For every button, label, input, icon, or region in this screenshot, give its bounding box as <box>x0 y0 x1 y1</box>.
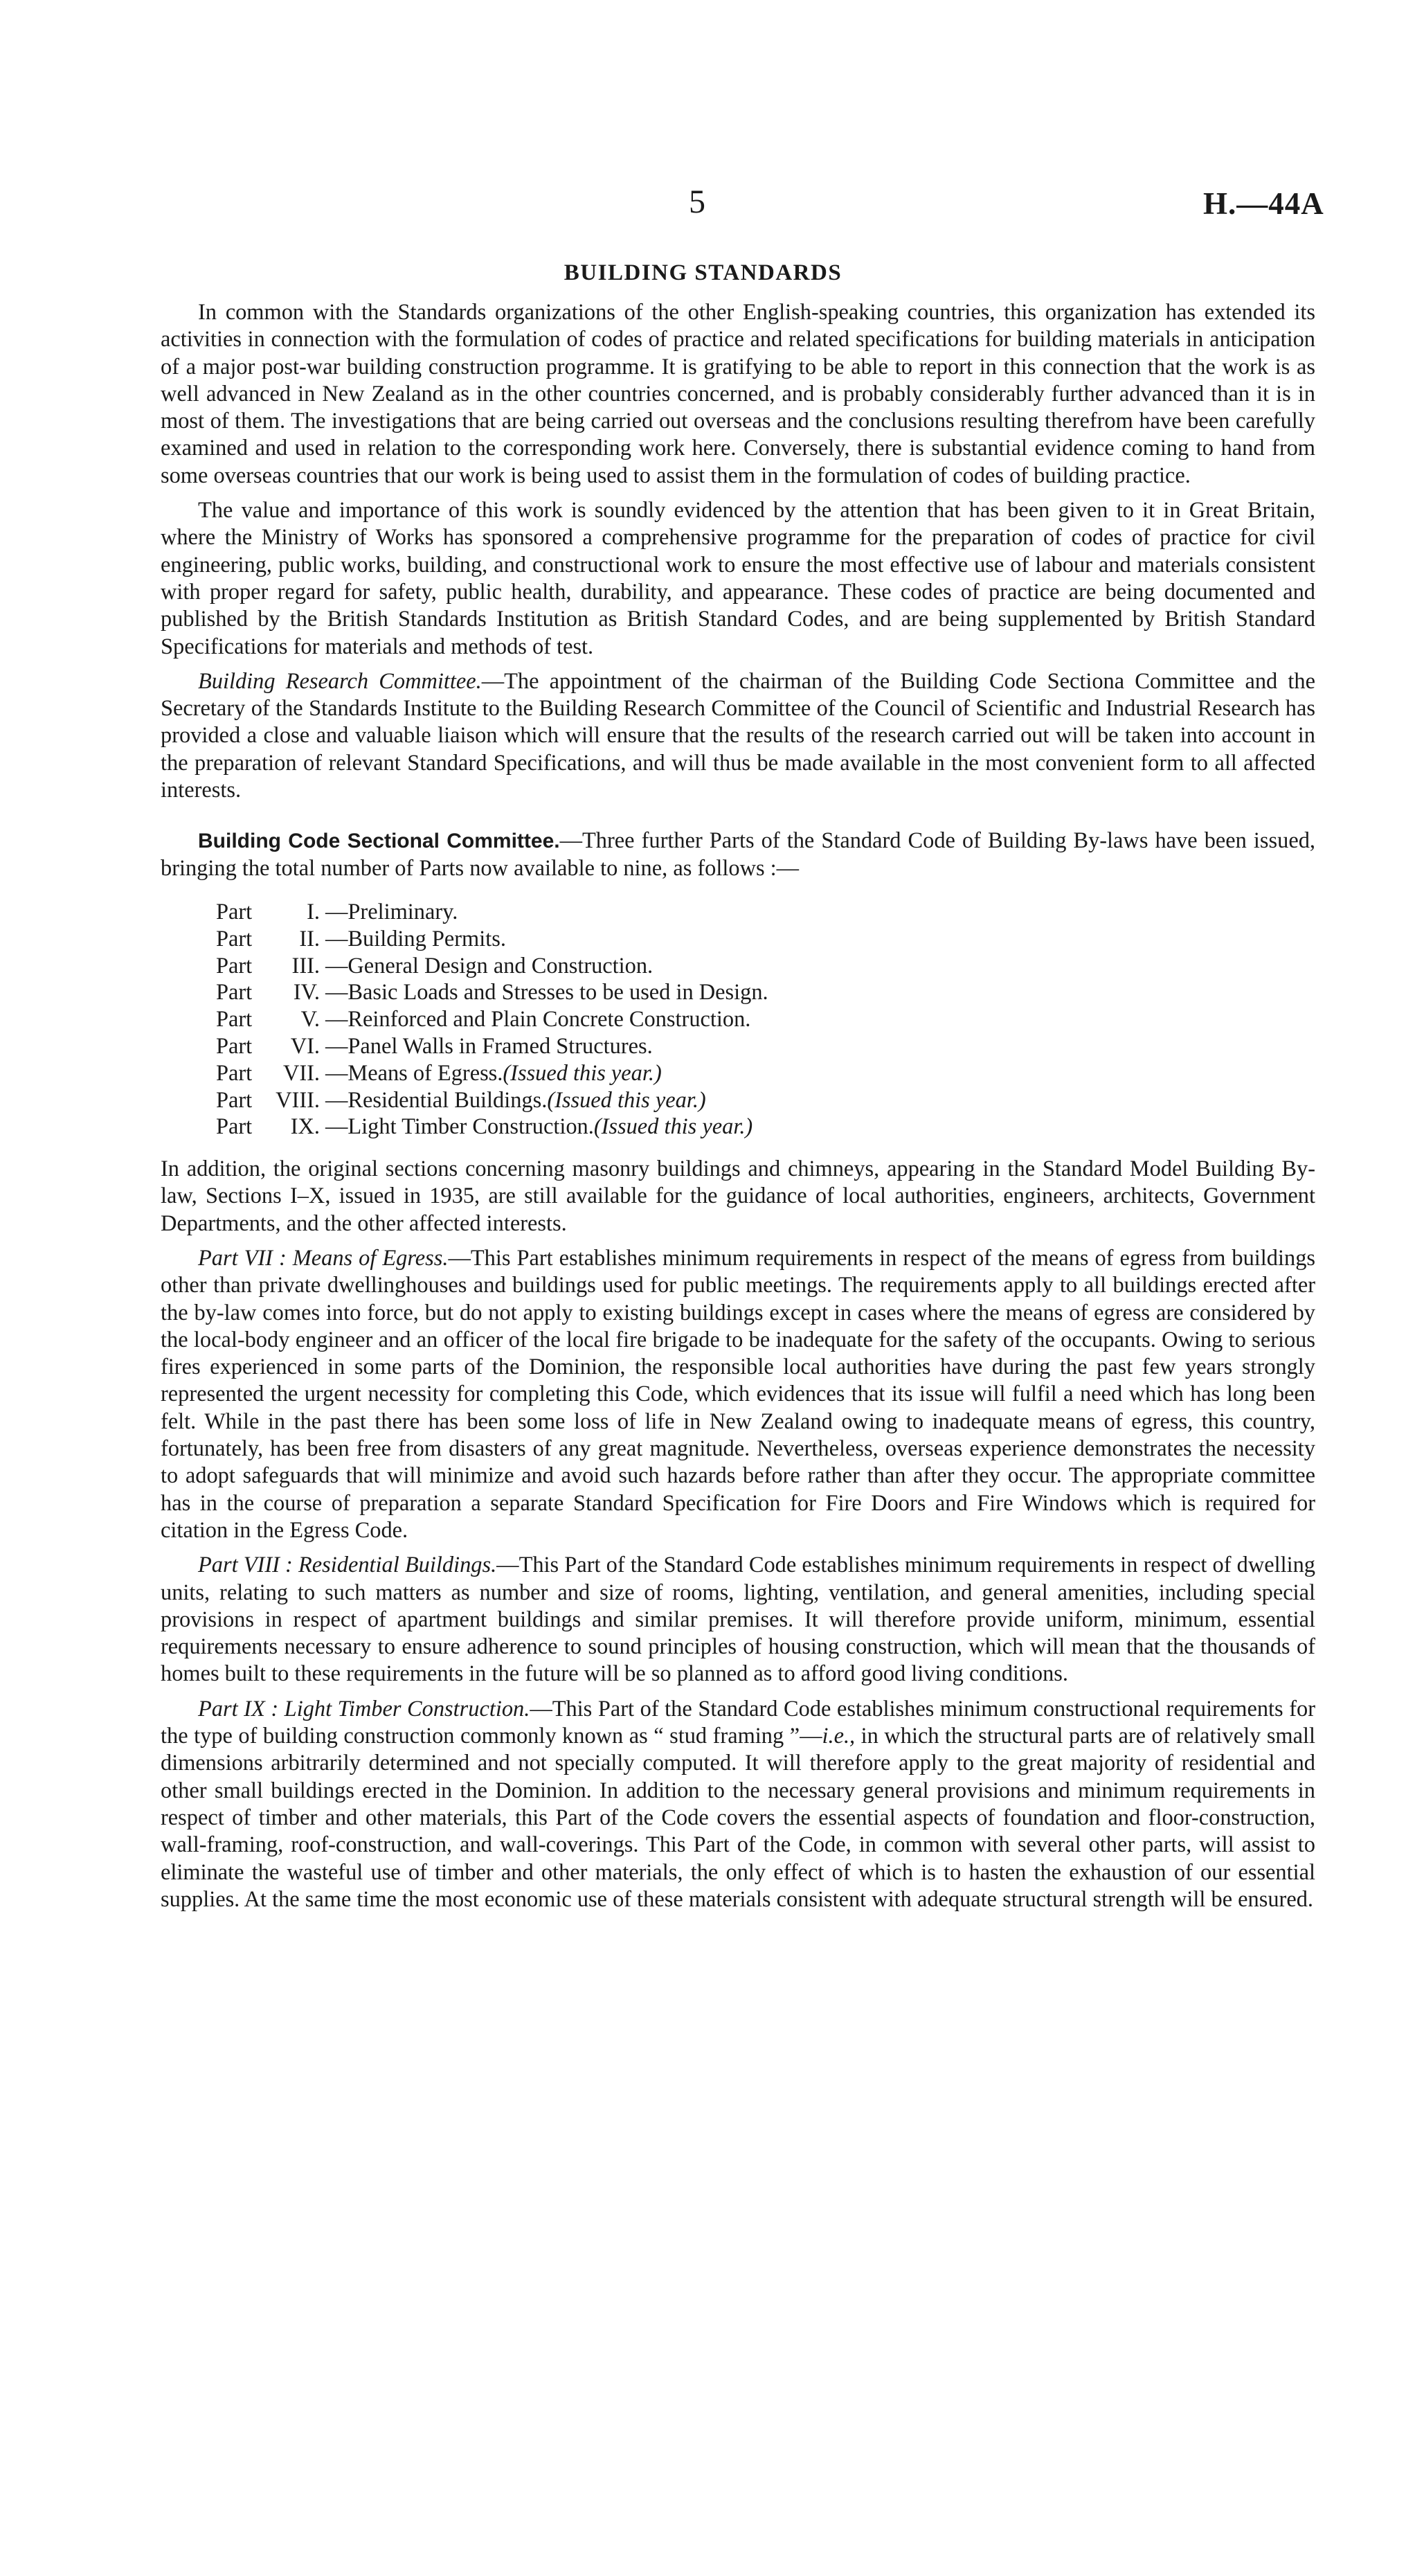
list-item <box>216 979 1315 1006</box>
part-title: —Panel Walls in Framed Structures. <box>325 1033 653 1059</box>
part-number: II. <box>299 926 320 951</box>
part-title: —Means of Egress. <box>325 1060 503 1086</box>
part-word: Part <box>216 899 253 924</box>
part-title: —Basic Loads and Stresses to be used in Design. <box>325 980 768 1005</box>
paragraph-heading: Building Research Committee. <box>198 668 482 694</box>
part-word: Part <box>216 953 253 978</box>
paragraph-text: —This Part of the Standard Code establishes minimum requirements in respect of dwelling units, relating to such matters as number and size of rooms, lighting, ventilation, and general amenities, including special provisions in respect of apartment buildings and similar premises. It will therefore provide uniform, minimum, essential requirements necessary to ensure adherence to sound principles of housing construction, which will mean that the thousands of homes built to these requirements in the future will be so planned as to afford good living conditions. <box>161 1553 1315 1687</box>
paragraph-text-italic: i.e., <box>822 1724 856 1749</box>
body-text <box>161 299 1315 1921</box>
part-number: VII. <box>282 1060 320 1086</box>
part-word: Part <box>216 1114 253 1140</box>
list-item <box>216 1006 1315 1033</box>
paragraph-heading: Building Code Sectional Committee. <box>198 830 560 853</box>
list-item <box>216 1060 1315 1087</box>
paragraph-text: —Three further Parts of the Standard Code of Building By-laws have been issued, bringing the total number of Parts now available to nine, as follows :— <box>161 828 1315 881</box>
paragraph-heading: Part VIII : Residential Buildings. <box>198 1553 497 1578</box>
paragraph-part-viii <box>161 1552 1315 1688</box>
list-item <box>216 926 1315 953</box>
paragraph-intro: In common with the Standards organizations of the other English-speaking countries, this organization has extended its activities in connection with the formulation of codes of practice and related specifications for building materials in anticipation of a major post-war building construction programme. It is gratifying to be able to report in this connection that the work is as well advanced in New Zealand as in the other countries concerned, and is probably considerably further advanced than it is in most of them. The investigations that are being carried out overseas and the conclusions resulting therefrom have been carefully examined and used in relation to the corresponding work here. Conversely, there is substantial evidence coming to hand from some overseas countries that our work is being used to assist them in the formulation of codes of building practice. <box>161 300 1315 488</box>
paragraph-building-code-sectional-committee <box>161 828 1315 882</box>
document-reference: H.—44A <box>1203 186 1324 221</box>
paragraph-part-ix <box>161 1696 1315 1913</box>
part-number: VIII. <box>276 1087 320 1113</box>
paragraph-building-research-committee <box>161 668 1315 804</box>
part-word: Part <box>216 1033 253 1059</box>
part-number: IX. <box>290 1114 320 1140</box>
list-item <box>216 1087 1315 1114</box>
part-note: (Issued this year.) <box>503 1060 662 1086</box>
list-item <box>216 1033 1315 1060</box>
part-title: —Residential Buildings. <box>325 1087 548 1113</box>
part-number: III. <box>291 953 320 978</box>
list-item <box>216 899 1315 926</box>
paragraph-text: —The appointment of the chairman of the Building Code Sectiona Committee and the Secretary of the Standards Institute to the Building Research Committee of the Council of Scientific and Industrial Research has provided a close and valuable liaison which will ensure that the results of the research carried out will be taken into account in the preparation of relevant Standard Specifications, and will thus be made available in the most convenient form to all affected interests. <box>161 668 1315 803</box>
part-title: —Building Permits. <box>325 926 506 951</box>
part-word: Part <box>216 1060 253 1086</box>
part-title: —Light Timber Construction. <box>325 1114 594 1140</box>
paragraph-great-britain: The value and importance of this work is soundly evidenced by the attention that has been given to it in Great Britain, where the Ministry of Works has sponsored a comprehensive programme for the preparation of codes of practice for civil engineering, public works, building, and constructional work to ensure the most effective use of labour and materials consistent with proper regard for safety, public health, durability, and appearance. These codes of practice are being documented and published by the British Standards Institution as British Standard Codes, and are being supplemented by British Standard Specifications for materials and methods of test. <box>161 498 1315 659</box>
part-number: IV. <box>293 980 320 1005</box>
part-title: —Reinforced and Plain Concrete Construction. <box>325 1007 751 1032</box>
list-item <box>216 953 1315 980</box>
part-word: Part <box>216 1087 253 1113</box>
part-number: V. <box>300 1007 320 1032</box>
part-word: Part <box>216 1007 253 1032</box>
paragraph-text: in which the structural parts are of relatively small dimensions arbitrarily determined and not specially computed. It will therefore apply to the great majority of residential and other small buildings erected in the Dominion. In addition to the necessary general provisions and minimum requirements in respect of timber and other materials, this Part of the Code covers the essential aspects of foundation and floor-construction, wall-framing, roof-construction, and wall-coverings. This Part of the Code, in common with several other parts, will assist to eliminate the wasteful use of timber and other materials, the only effect of which is to hasten the exhaustion of our essential supplies. At the same time the most economic use of these materials consistent with adequate structural strength will be ensured. <box>161 1724 1315 1912</box>
parts-list <box>161 899 1315 1141</box>
part-title: —Preliminary. <box>325 899 458 924</box>
part-note: (Issued this year.) <box>593 1114 753 1140</box>
paragraph-text: —This Part establishes minimum requirements in respect of the means of egress from buildings other than private dwellinghouses and buildings used for public meetings. The requirements apply to all buildings erected after the by-law comes into force, but do not apply to existing buildings except in cases where the means of egress are considered by the local-body engineer and an officer of the local fire brigade to be inadequate for the safety of the occupants. Owing to serious fires experienced in some parts of the Dominion, the responsible local authorities have during the past few years strongly represented the urgent necessity for completing this Code, which evidences that its issue will fulfil a need which has long been felt. While in the past there has been some loss of life in New Zealand owing to inadequate means of egress, this country, fortunately, has been free from disasters of any great magnitude. Nevertheless, overseas experience demonstrates the necessity to adopt safeguards that will minimize and avoid such hazards before rather than after they occur. The appropriate committee has in the course of preparation a separate Standard Specification for Fire Doors and Fire Windows which is required for citation in the Egress Code. <box>161 1246 1315 1543</box>
paragraph-heading: Part IX : Light Timber Construction. <box>198 1696 530 1721</box>
paragraph-original-sections: In addition, the original sections concerning masonry buildings and chimneys, appearing in the Standard Model Building By-law, Sections I–X, issued in 1935, are still available for the guidance of local authorities, engineers, architects, Government Departments, and the other affected interests. <box>161 1156 1315 1236</box>
list-item <box>216 1113 1315 1141</box>
paragraph-text: —This Part of the Standard Code establishes minimum constructional requirements for the type of building construction commonly known as “ stud framing ”— <box>161 1696 1315 1749</box>
section-title: BUILDING STANDARDS <box>564 260 842 285</box>
part-note: (Issued this year.) <box>547 1087 706 1113</box>
part-word: Part <box>216 926 253 951</box>
page-number: 5 <box>689 184 705 220</box>
paragraph-heading: Part VII : Means of Egress. <box>198 1246 449 1271</box>
paragraph-part-vii <box>161 1245 1315 1544</box>
part-title: —General Design and Construction. <box>325 953 654 978</box>
part-number: I. <box>307 899 320 924</box>
part-word: Part <box>216 980 253 1005</box>
part-number: VI. <box>290 1033 320 1059</box>
